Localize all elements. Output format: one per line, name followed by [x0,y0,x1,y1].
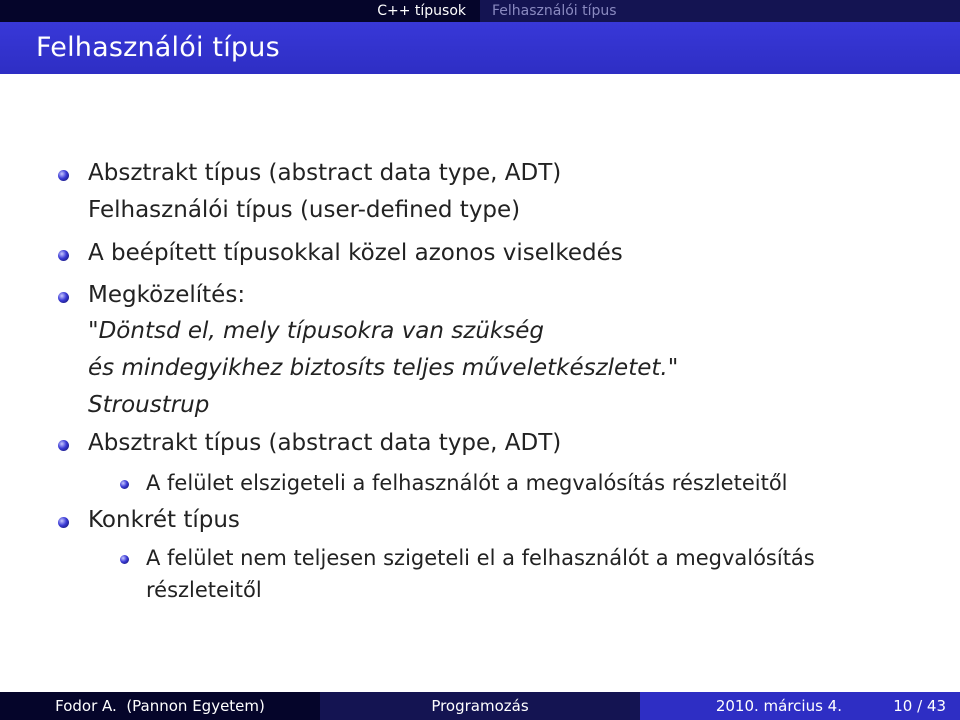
sub-bullet-text: A felület elszigeteli a felhasználót a megvalósítás részleteitől [146,471,788,495]
footer-author-label: Fodor A. (Pannon Egyetem) [55,697,265,715]
footer-course [320,692,640,720]
quote-author: Stroustrup [88,392,210,418]
bullet-icon [58,250,69,261]
footer-author [0,692,320,720]
footer-bar [0,692,960,720]
quote-line: "Döntsd el, mely típusokra van szükség [88,318,544,344]
footer-course-label: Programozás [431,697,529,715]
bullet-icon [58,170,69,181]
footer-date: 2010. március 4. [715,697,842,715]
slide-title: Felhasználói típus [36,32,280,63]
bullet-text-continued: Felhasználói típus (user-defined type) [88,197,521,223]
bullet-text: Konkrét típus [88,507,240,533]
bullet-icon [58,440,69,451]
bullet-icon [58,517,69,528]
sub-bullet-icon [120,480,129,489]
footer-info [640,692,960,720]
quote-line: és mindegyikhez biztosíts teljes műveletkészletet." [88,355,679,381]
bullet-text: Absztrakt típus (abstract data type, ADT) [88,160,562,186]
sub-bullet-text: A felület nem teljesen szigeteli el a felhasználót a megvalósítás [146,546,815,570]
nav-subsection-label: Felhasználói típus [492,3,617,19]
nav-section-label: C++ típusok [377,3,466,19]
bullet-text: A beépített típusokkal közel azonos viselkedés [88,240,623,266]
bullet-icon [58,292,69,303]
sub-bullet-icon [120,555,129,564]
bullet-text: Megközelítés: [88,282,246,308]
sub-bullet-text-continued: részleteitől [146,578,262,602]
bullet-text: Absztrakt típus (abstract data type, ADT) [88,430,562,456]
footer-page-number: 10 / 43 [893,697,946,715]
